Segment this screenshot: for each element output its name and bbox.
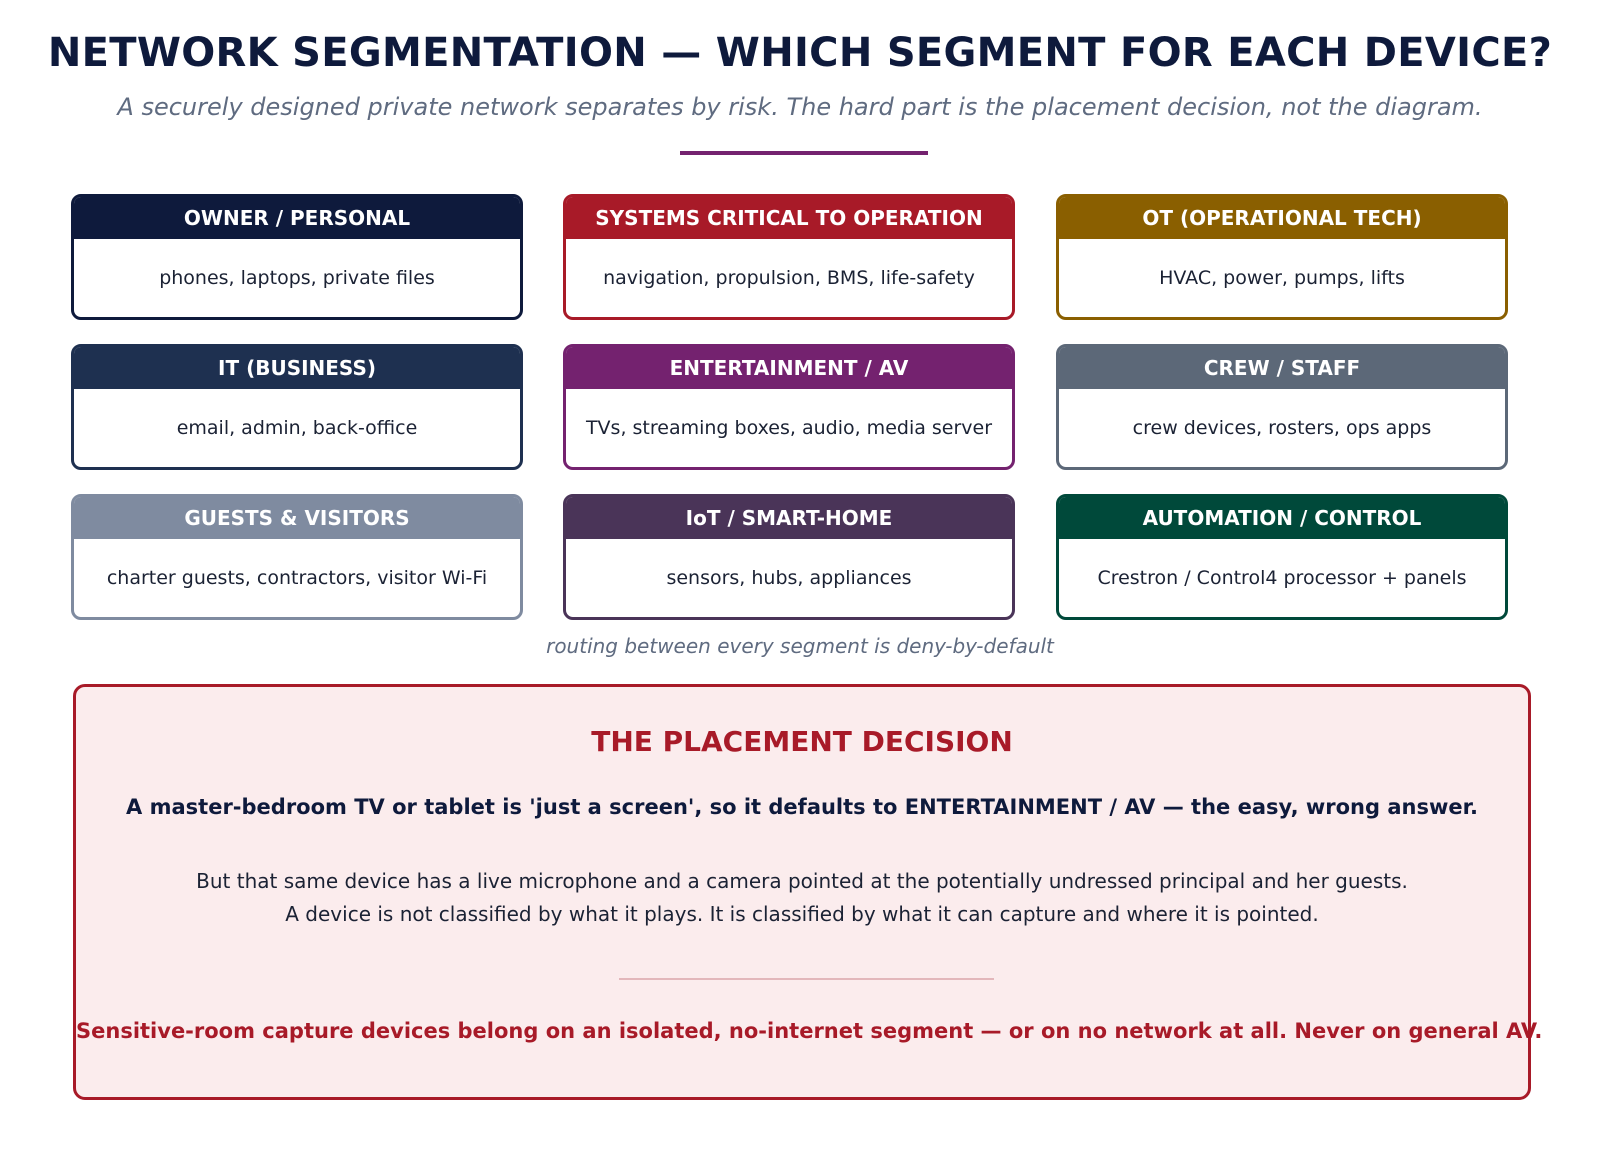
segment-devices: Crestron / Control4 processor + panels: [1097, 567, 1467, 589]
title-divider: [680, 151, 928, 155]
segment-card-ot: [1056, 194, 1508, 320]
segment-devices: sensors, hubs, appliances: [666, 567, 912, 589]
segment-card-iot-smart-home: [563, 494, 1015, 620]
segment-header: OWNER / PERSONAL: [74, 197, 520, 239]
segment-header: IoT / SMART-HOME: [566, 497, 1012, 539]
decision-body-line: But that same device has a live microphone and a camera pointed at the potentially undressed principal and her guests.: [196, 869, 1408, 893]
segment-header: SYSTEMS CRITICAL TO OPERATION: [566, 197, 1012, 239]
decision-title: THE PLACEMENT DECISION: [591, 725, 1013, 758]
segment-header: AUTOMATION / CONTROL: [1059, 497, 1505, 539]
segment-card-guests-visitors: [71, 494, 523, 620]
decision-lead: A master-bedroom TV or tablet is 'just a screen', so it defaults to ENTERTAINMENT / AV — the easy, wrong answer.: [126, 795, 1478, 819]
placement-decision-panel: [73, 684, 1543, 1100]
segment-header: IT (BUSINESS): [74, 347, 520, 389]
segment-devices: navigation, propulsion, BMS, life-safety: [603, 267, 975, 289]
routing-note: routing between every segment is deny-by-default: [546, 634, 1054, 658]
segment-devices: TVs, streaming boxes, audio, media server: [585, 417, 993, 439]
segment-header: ENTERTAINMENT / AV: [566, 347, 1012, 389]
segment-card-systems-critical: [563, 194, 1015, 320]
page-subtitle: A securely designed private network separates by risk. The hard part is the placement decision, not the diagram.: [117, 93, 1483, 121]
segment-header: CREW / STAFF: [1059, 347, 1505, 389]
segment-devices: charter guests, contractors, visitor Wi-Fi: [106, 567, 488, 589]
page-title: NETWORK SEGMENTATION — WHICH SEGMENT FOR EACH DEVICE?: [47, 30, 1553, 76]
segment-header: GUESTS & VISITORS: [74, 497, 520, 539]
decision-body: [76, 865, 1528, 931]
segment-card-crew-staff: [1056, 344, 1508, 470]
segment-devices: crew devices, rosters, ops apps: [1132, 417, 1432, 439]
segment-card-it-business: [71, 344, 523, 470]
segment-devices: email, admin, back-office: [176, 417, 418, 439]
decision-body-line: A device is not classified by what it plays. It is classified by what it can capture and where it is pointed.: [285, 902, 1319, 926]
segment-header: OT (OPERATIONAL TECH): [1059, 197, 1505, 239]
decision-conclusion: Sensitive-room capture devices belong on an isolated, no-internet segment — or on no network at all. Never on general AV.: [76, 1019, 1543, 1043]
segment-card-automation-control: [1056, 494, 1508, 620]
segment-card-entertainment-av: [563, 344, 1015, 470]
segment-devices: HVAC, power, pumps, lifts: [1159, 267, 1405, 289]
segment-card-owner-personal: [71, 194, 523, 320]
segment-devices: phones, laptops, private files: [159, 267, 435, 289]
decision-divider: [619, 978, 994, 980]
